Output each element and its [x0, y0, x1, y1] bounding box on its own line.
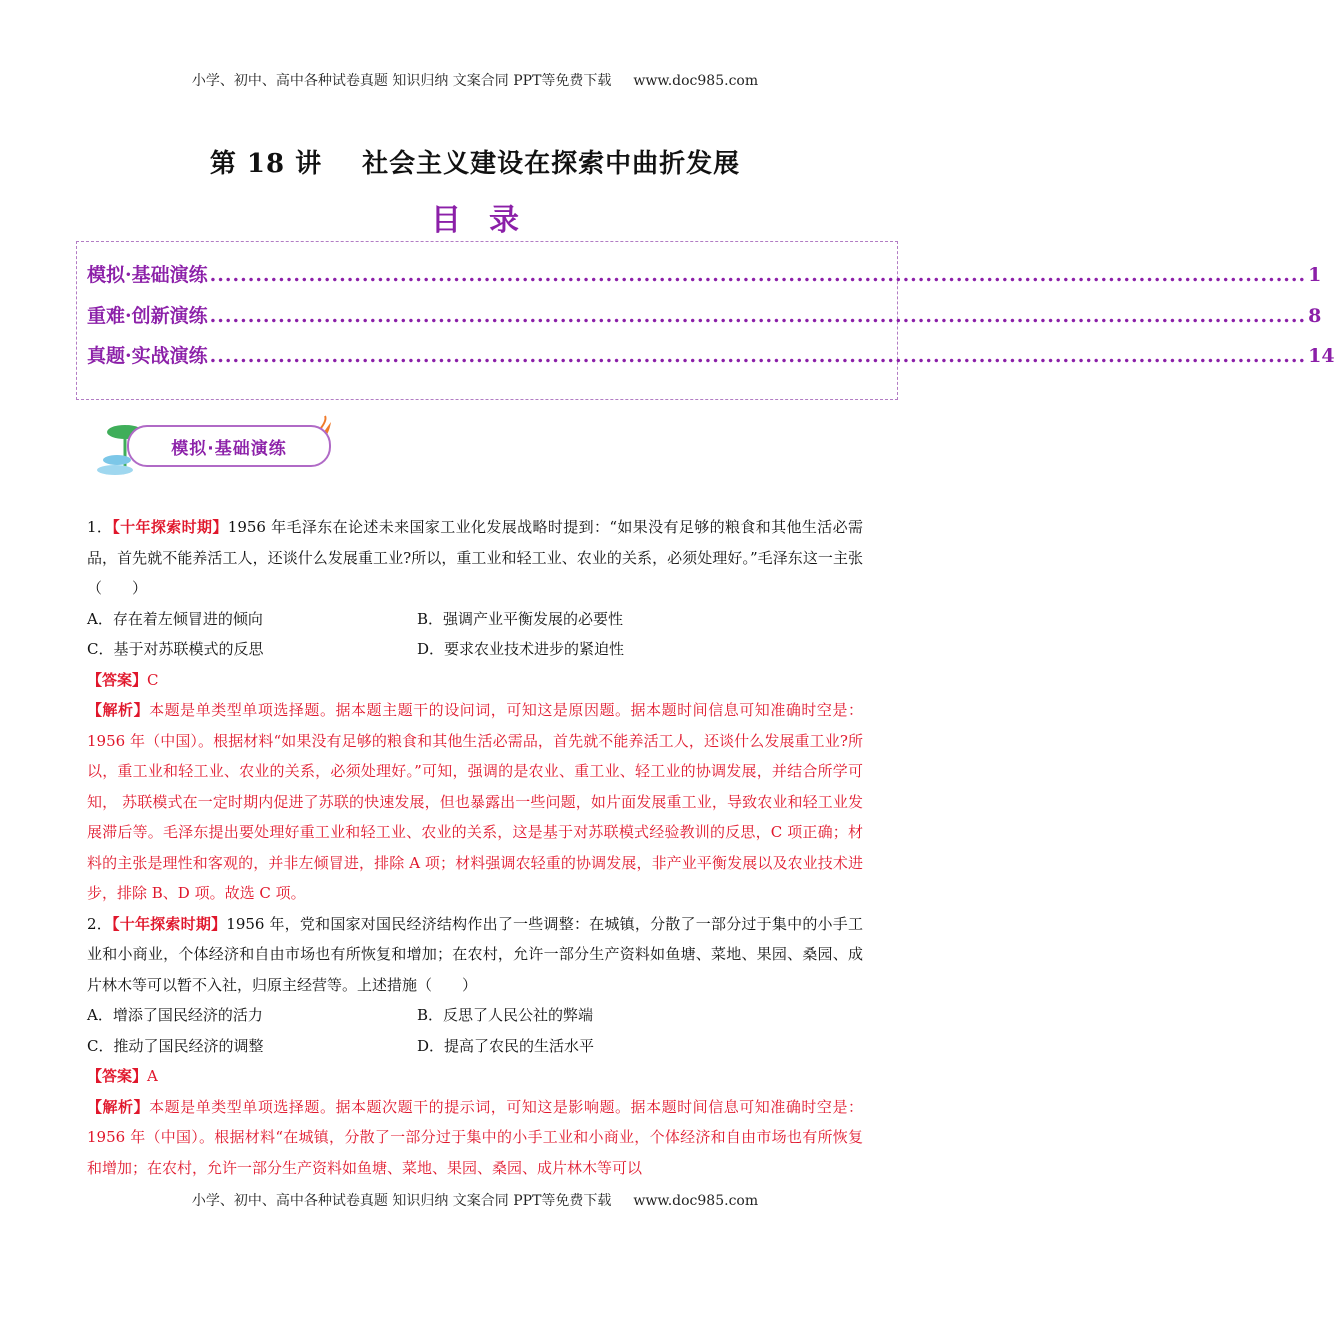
analysis-label: 【解析】: [87, 701, 150, 719]
footer-url[interactable]: www.doc985.com: [633, 1193, 759, 1209]
question-1-options-row: [87, 634, 863, 665]
page-footer: [0, 1190, 950, 1210]
toc-item-page: 14: [1308, 345, 1335, 367]
lecture-topic: 社会主义建设在探索中曲折发展: [362, 149, 741, 179]
answer-label: 【答案】: [87, 1067, 148, 1085]
question-2-analysis: [87, 1092, 863, 1184]
lecture-number: 第 18 讲: [209, 149, 323, 179]
option-b[interactable]: B．强调产业平衡发展的必要性: [417, 609, 624, 628]
question-number: 2．: [87, 914, 112, 933]
option-d[interactable]: D．要求农业技术进步的紧迫性: [417, 640, 625, 658]
toc-item-label: 重难·创新演练: [87, 305, 208, 327]
toc-item-page: 1: [1308, 264, 1322, 286]
option-d[interactable]: D．提高了农民的生活水平: [417, 1036, 595, 1055]
analysis-label: 【解析】: [87, 1097, 150, 1116]
answer-value: A: [147, 1067, 158, 1085]
answer-value: C: [147, 670, 159, 689]
toc-item-page: 8: [1308, 305, 1322, 327]
option-a[interactable]: A．增添了国民经济的活力: [87, 1006, 263, 1024]
toc-leader-dots: ................................................................................................................................................: [209, 305, 1307, 327]
question-tag: 【十年探索时期】: [112, 914, 227, 933]
option-c[interactable]: C．基于对苏联模式的反思: [87, 640, 264, 658]
question-text: 1956 年毛泽东在论述未来国家工业化发展战略时提到：“如果没有足够的粮食和其他生活必需品，首先就不能养活工人，还谈什么发展重工业?所以，重工业和轻工业、农业的关系，必须处理好。”毛泽东这一主张（ ）: [87, 518, 863, 597]
analysis-text: 本题是单类型单项选择题。据本题次题干的提示词，可知这是影响题。据本题时间信息可知准确时空是：1956 年（中国）。根据材料“在城镇，分散了一部分过于集中的小手工业和小商业，个体经济和自由市场也有所恢复和增加；在农村，允许一部分生产资料如鱼塘、菜地、果园、桑园、成片林木等可以: [87, 1097, 863, 1177]
toc-item-label: 真题·实战演练: [87, 345, 208, 367]
page-header: [0, 70, 950, 90]
water-icon: [103, 455, 131, 465]
option-c[interactable]: C．推动了国民经济的调整: [87, 1036, 264, 1055]
question-1-answer: [87, 665, 863, 696]
section-badge-label: 模拟·基础演练: [127, 425, 331, 467]
question-2-options-row: [87, 1031, 863, 1062]
page-title: [0, 143, 950, 180]
toc-heading: 目录: [431, 203, 547, 238]
question-2-stem: [87, 909, 863, 1001]
question-list: [87, 512, 863, 1183]
footer-text: 小学、初中、高中各种试卷真题 知识归纳 文案合同 PPT等免费下载: [191, 1193, 612, 1209]
question-number: 1．: [87, 518, 113, 536]
question-text: 1956 年，党和国家对国民经济结构作出了一些调整：在城镇，分散了一部分过于集中的小手工业和小商业，个体经济和自由市场也有所恢复和增加；在农村，允许一部分生产资料如鱼塘、菜地、果园、桑园、成片林木等可以暂不入社，归原主经营等。上述措施（ ）: [87, 914, 863, 994]
option-a[interactable]: A．存在着左倾冒进的倾向: [87, 609, 263, 628]
header-url[interactable]: www.doc985.com: [633, 73, 759, 89]
question-1-options-row: [87, 604, 863, 635]
toc-item-basic[interactable]: [87, 260, 1322, 287]
toc-leader-dots: ................................................................................................................................................: [209, 264, 1307, 286]
header-text: 小学、初中、高中各种试卷真题 知识归纳 文案合同 PPT等免费下载: [191, 73, 612, 89]
question-tag: 【十年探索时期】: [112, 518, 228, 536]
toc-item-advanced[interactable]: [87, 301, 1322, 328]
toc-item-exam[interactable]: [87, 341, 1335, 368]
table-of-contents: [76, 241, 1335, 400]
toc-leader-dots: ................................................................................................................................................: [209, 345, 1307, 367]
question-2-options-row: [87, 1000, 863, 1031]
question-2-answer: [87, 1061, 863, 1092]
question-1-analysis: [87, 695, 863, 909]
toc-item-label: 模拟·基础演练: [87, 264, 208, 286]
analysis-text: 本题是单类型单项选择题。据本题主题干的设问词，可知这是原因题。据本题时间信息可知准确时空是：1956 年（中国）。根据材料“如果没有足够的粮食和其他生活必需品，首先就不能养活工人，还谈什么发展重工业?所以，重工业和轻工业、农业的关系，必须处理好。”可知，强调的是农业、重工业、轻工业的协调发展，并结合所学可知， 苏联模式在一定时期内促进了苏联的快速发展，但也暴露出一些问题，如片面发展重工业，导致农业和轻工业发展滞后等。毛泽东提出要处理好重工业和轻工业、农业的关系，这是基于对苏联模式经验教训的反思，C 项正确；材料的主张是理性和客观的，并非左倾冒进，排除 A 项；材料强调农轻重的协调发展，非产业平衡发展以及农业技术进步，排除 B、D 项。故选 C 项。: [87, 701, 863, 902]
answer-label: 【答案】: [87, 670, 148, 689]
question-1-stem: [87, 512, 863, 604]
option-b[interactable]: B．反思了人民公社的弊端: [417, 1006, 594, 1024]
